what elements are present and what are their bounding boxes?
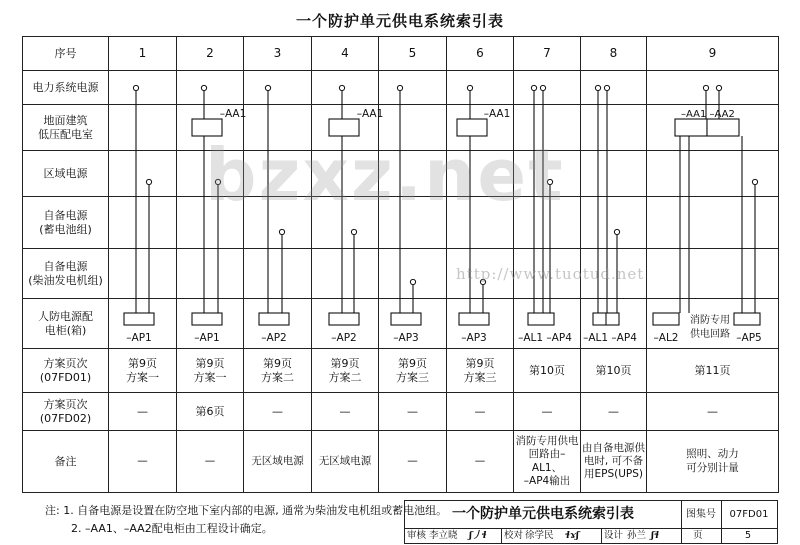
atlas-number: 07FD01	[721, 501, 777, 529]
scheme-07fd02: —	[647, 393, 779, 431]
source-terminal	[752, 179, 757, 184]
reviewer-name: 李立晓	[429, 530, 458, 541]
row-label-line: (柴油发电机组)	[28, 273, 103, 287]
panel-box	[329, 313, 359, 325]
panel-label-ap5: –AP5	[736, 332, 762, 344]
page-title: 一个防护单元供电系统索引表	[295, 12, 504, 30]
scheme-07fd02: —	[312, 393, 379, 431]
source-terminal	[265, 85, 270, 90]
row-label-line: (07FD02)	[39, 411, 92, 425]
reviewer-signature: ʃ丿ɬ	[469, 530, 487, 541]
scheme-07fd02: —	[244, 393, 312, 431]
cell-line: 消防专用供电	[515, 435, 579, 448]
cell-line: 第9页	[398, 356, 427, 370]
scheme-07fd02: —	[109, 393, 177, 431]
source-terminal	[201, 85, 206, 90]
row-label-line: 自备电源	[43, 208, 88, 222]
source-terminal	[146, 179, 151, 184]
source-terminal	[397, 85, 402, 90]
column-number: 6	[447, 37, 514, 71]
atlas-label: 图集号	[681, 501, 722, 529]
row-label-line: 人防电源配	[38, 309, 93, 323]
remark-cell: —	[177, 431, 244, 493]
column-number: 8	[581, 37, 647, 71]
remark-cell: —	[109, 431, 177, 493]
cell-line: 第9页	[330, 356, 360, 370]
column-number: 1	[109, 37, 177, 71]
row-label-line: 自备电源	[43, 259, 88, 273]
column-number: 3	[244, 37, 312, 71]
note-2: 2. –AA1、–AA2配电柜由工程设计确定。	[71, 522, 273, 535]
signature-row	[405, 528, 777, 544]
cell-line: 电时, 可不备	[583, 454, 644, 467]
panel-box	[459, 313, 489, 325]
title-block	[404, 500, 778, 544]
cell-line: 方案一	[126, 370, 159, 384]
aa1-box	[675, 119, 707, 136]
remark-cell: —	[379, 431, 447, 493]
source-terminal	[716, 85, 721, 90]
source-terminal	[279, 229, 284, 234]
check-label: 校对	[504, 530, 524, 541]
aa-label: –AA1	[356, 108, 384, 120]
cell-line: 第11页	[694, 363, 731, 377]
cell-line: 第9页	[465, 356, 495, 370]
aa-label: –AA1	[483, 108, 511, 120]
cell-line: 第10页	[529, 363, 565, 377]
row-label-line: 地面建筑	[43, 113, 88, 127]
review-label: 审核	[407, 530, 427, 541]
title-block-title: 一个防护单元供电系统索引表	[405, 501, 682, 529]
fire-circuit-label: 供电回路	[690, 329, 730, 340]
page-number: 5	[745, 530, 752, 541]
column-number: 7	[514, 37, 581, 71]
source-terminal	[410, 279, 415, 284]
source-terminal	[531, 85, 536, 90]
cell-line: 方案二	[328, 370, 362, 384]
panel-label: –AP3	[461, 332, 487, 344]
panel-box-al2	[653, 313, 679, 325]
scheme-07fd02: —	[379, 393, 447, 431]
cell-line: 回路由–AL1、	[528, 448, 566, 474]
checker-name: 徐学民	[525, 530, 554, 541]
cell-line: 方案三	[463, 370, 497, 384]
note-1: 注: 1. 自备电源是设置在防空地下室内部的电源, 通常为柴油发电机组或蓄电池组。	[45, 504, 448, 517]
row-label: 备注	[23, 431, 109, 493]
cell-line: 方案三	[396, 370, 429, 384]
scheme-07fd02: 第6页	[177, 393, 244, 431]
aa-label: –AA1 –AA2	[681, 109, 735, 120]
column-number: 5	[379, 37, 447, 71]
row-label: 电力系统电源	[23, 71, 109, 105]
notes	[45, 502, 447, 538]
checker-signature: ɬɤʃ	[565, 530, 579, 541]
source-terminal	[604, 85, 609, 90]
source-terminal	[595, 85, 600, 90]
cell-line: –AP4输出	[523, 474, 571, 487]
panel-label: –AP2	[331, 332, 357, 344]
row-label-line: 电柜(箱)	[44, 323, 87, 337]
cell-line: 方案一	[193, 370, 227, 384]
panel-box	[259, 313, 289, 325]
panel-box	[192, 313, 222, 325]
source-terminal	[133, 85, 138, 90]
row-label-line: (蓄电池组)	[39, 222, 92, 236]
fire-circuit-label: 消防专用	[690, 315, 730, 326]
column-number: 9	[647, 37, 779, 71]
panel-label-al2: –AL2	[653, 332, 679, 344]
panel-label: –AL1 –AP4	[583, 332, 637, 344]
cell-line: 第9页	[263, 356, 292, 370]
row-label-line: 方案页次	[43, 397, 88, 411]
designer-signature: ʃɬ	[651, 530, 660, 541]
row-label-line: 方案页次	[43, 356, 88, 370]
cell-line: 由自备电源供	[582, 441, 645, 454]
column-number: 4	[312, 37, 379, 71]
cell-line: 第10页	[595, 363, 632, 377]
source-terminal	[614, 229, 619, 234]
watermark: bzxz.net	[205, 133, 565, 217]
panel-label: –AP1	[126, 332, 152, 344]
remark-cell: 无区域电源	[244, 431, 312, 493]
source-terminal	[703, 85, 708, 90]
panel-box-ap5	[734, 313, 760, 325]
design-label: 设计	[604, 530, 624, 541]
row-label-line: 低压配电室	[38, 127, 93, 141]
scheme-07fd02: —	[581, 393, 647, 431]
cell-line: 照明、动力	[686, 448, 739, 461]
source-terminal	[339, 85, 344, 90]
aa2-box	[707, 119, 739, 136]
watermark-url: http://www.tuotud.net	[456, 265, 645, 283]
aa-label: –AA1	[219, 108, 247, 120]
panel-box	[528, 313, 554, 325]
column-number: 2	[177, 37, 244, 71]
scheme-07fd02: —	[447, 393, 514, 431]
panel-box	[391, 313, 421, 325]
panel-label: –AP2	[261, 332, 287, 344]
row-label-line: (07FD01)	[39, 370, 92, 384]
row-label: 区域电源	[23, 151, 109, 197]
source-terminal	[467, 85, 472, 90]
source-terminal	[351, 229, 356, 234]
cell-line: 用EPS(UPS)	[583, 468, 643, 481]
row-label: 序号	[23, 37, 109, 71]
page-label: 页	[693, 530, 703, 541]
cell-line: 第9页	[128, 356, 157, 370]
cell-line: 方案二	[261, 370, 294, 384]
cell-line: 第9页	[195, 356, 225, 370]
scheme-07fd02: —	[514, 393, 581, 431]
panel-box	[124, 313, 154, 325]
cell-line: 可分别计量	[686, 461, 739, 474]
designer-name: 孙兰	[627, 530, 647, 541]
source-terminal	[540, 85, 545, 90]
panel-label: –AP1	[194, 332, 220, 344]
panel-label: –AL1 –AP4	[518, 332, 572, 344]
panel-label: –AP3	[393, 332, 419, 344]
remark-cell: 无区域电源	[312, 431, 379, 493]
remark-cell: —	[447, 431, 514, 493]
